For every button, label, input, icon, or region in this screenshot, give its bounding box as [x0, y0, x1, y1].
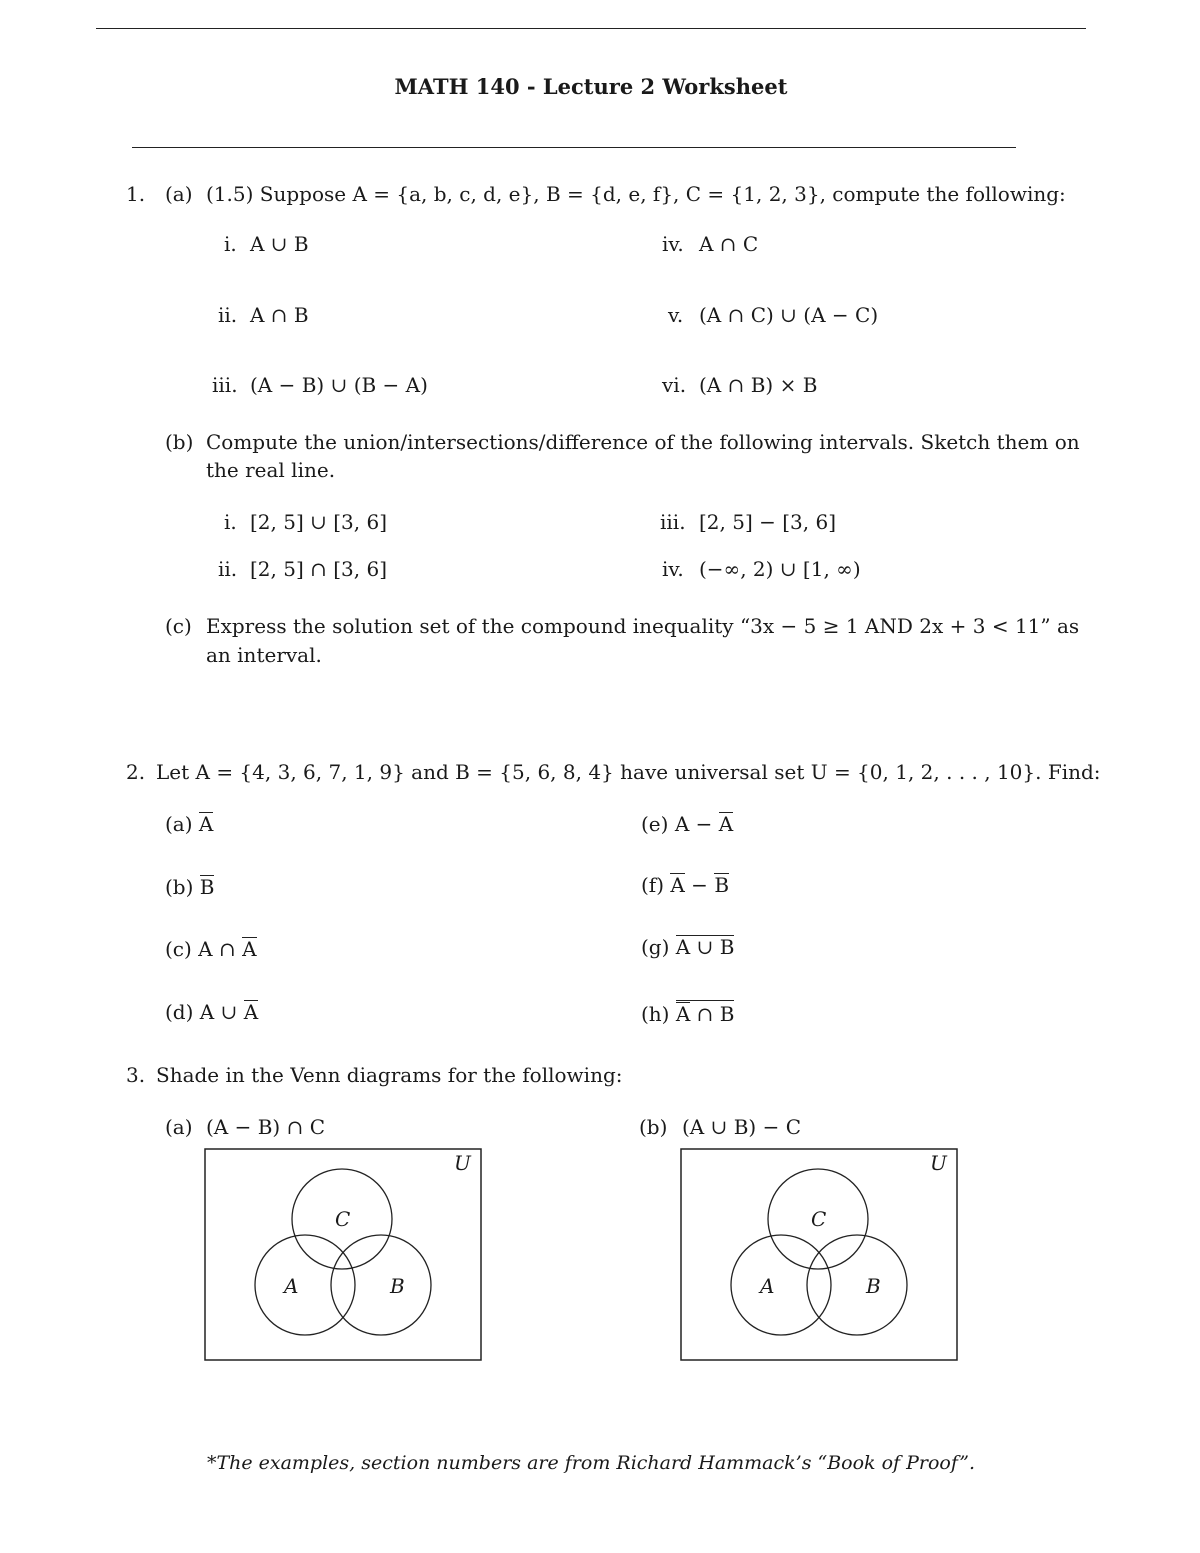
q1c-prompt-line1: Express the solution set of the compound inequality “3x − 5 ≥ 1 AND 2x + 3 < 11” as: [206, 614, 1080, 638]
set-a-circle[interactable]: [731, 1235, 831, 1335]
q1a-item-expr: A ∩ C: [699, 232, 759, 256]
q2-item-label: (g): [641, 935, 670, 959]
set-a-circle[interactable]: [255, 1235, 355, 1335]
q2-item-label: (f): [641, 873, 665, 897]
footnote: *The examples, section numbers are from Richard Hammack’s “Book of Proof”.: [206, 1452, 976, 1474]
q1a-item-expr: A ∩ B: [250, 303, 309, 327]
q1b-item-label: iv.: [662, 557, 684, 581]
q2-item: [165, 812, 213, 836]
q3b-expr: (A ∪ B) − C: [682, 1115, 801, 1139]
q2-item: [165, 937, 257, 961]
q2-item-mid: −: [684, 873, 715, 897]
universe-label: U: [454, 1151, 471, 1175]
q2-item-rest: ∩ B: [690, 1002, 735, 1026]
q2-item-complement: A: [670, 873, 685, 897]
q3a-label: (a): [165, 1115, 193, 1139]
q1c-label: (c): [165, 614, 192, 638]
q2-item: [641, 935, 734, 959]
q1b-item-expr: (−∞, 2) ∪ [1, ∞): [699, 557, 861, 581]
q2-item: [641, 873, 729, 897]
q2-item-label: (d): [165, 1000, 194, 1024]
q1a-item-expr: (A ∩ C) ∪ (A − C): [699, 303, 879, 327]
q1a-item-label: iv.: [662, 232, 684, 256]
universe-box: [205, 1149, 481, 1360]
q2-item: [165, 1000, 258, 1024]
q1a-prompt: (1.5) Suppose A = {a, b, c, d, e}, B = {d, e, f}, C = {1, 2, 3}, compute the following:: [206, 182, 1066, 206]
q2-item-inner-complement: A: [675, 1002, 691, 1026]
venn-diagram-b[interactable]: [680, 1148, 958, 1362]
q2-item-label: (h): [641, 1002, 670, 1026]
q1a-item-expr: (A ∩ B) × B: [699, 373, 818, 397]
q2-item-complement: B: [714, 873, 730, 897]
q2-item-complement: A ∪ B: [675, 935, 735, 959]
top-rule: [96, 28, 1086, 29]
q1b-item-expr: [2, 5] ∪ [3, 6]: [250, 510, 388, 534]
set-c-label: C: [811, 1207, 827, 1231]
set-a-label: A: [284, 1274, 299, 1298]
q1b-item-label: i.: [224, 510, 237, 534]
q1a-item-label: v.: [668, 303, 684, 327]
q3b-label: (b): [639, 1115, 668, 1139]
venn-diagram-a[interactable]: [204, 1148, 482, 1362]
q1b-prompt-line1: Compute the union/intersections/difference of the following intervals. Sketch them on: [206, 430, 1080, 454]
q1b-item-label: ii.: [218, 557, 238, 581]
q1-number: 1.: [126, 182, 146, 206]
universe-label: U: [930, 1151, 947, 1175]
q2-number: 2.: [126, 760, 146, 784]
q2-item-complement: A: [718, 812, 734, 836]
q3a-expr: (A − B) ∩ C: [206, 1115, 325, 1139]
q2-prompt: Let A = {4, 3, 6, 7, 1, 9} and B = {5, 6, 8, 4} have universal set U = {0, 1, 2, . . . , 10}. Find:: [156, 760, 1101, 784]
q2-item-label: (a): [165, 812, 193, 836]
q1c-prompt-line2: an interval.: [206, 643, 322, 667]
q3-prompt: Shade in the Venn diagrams for the following:: [156, 1063, 623, 1087]
q1a-item-label: vi.: [662, 373, 687, 397]
q2-item-complement: B: [199, 875, 215, 899]
q1a-item-label: iii.: [212, 373, 238, 397]
q2-item: [641, 1000, 734, 1026]
set-b-label: B: [866, 1274, 881, 1298]
q1a-item-label: ii.: [218, 303, 238, 327]
q2-item-complement: A: [198, 812, 214, 836]
q2-item-complement: A: [242, 937, 257, 961]
q1a-item-expr: (A − B) ∪ (B − A): [250, 373, 428, 397]
set-b-label: B: [390, 1274, 405, 1298]
q2-item-complement: [676, 1000, 735, 1025]
q2-item: [641, 812, 733, 836]
q2-item-label: (c): [165, 937, 192, 961]
q2-item: [165, 875, 214, 899]
q1b-label: (b): [165, 430, 194, 454]
set-c-label: C: [335, 1207, 351, 1231]
name-line: [132, 147, 1016, 148]
q1b-item-expr: [2, 5] ∩ [3, 6]: [250, 557, 388, 581]
q1b-item-label: iii.: [660, 510, 686, 534]
q1a-item-label: i.: [224, 232, 237, 256]
q2-item-complement: A: [243, 1000, 259, 1024]
q3-number: 3.: [126, 1063, 146, 1087]
q1a-label: (a): [165, 182, 193, 206]
set-a-label: A: [760, 1274, 775, 1298]
q2-item-pre: A −: [674, 812, 719, 836]
q2-item-pre: A ∪: [199, 1000, 244, 1024]
page-title: MATH 140 - Lecture 2 Worksheet: [394, 74, 788, 99]
q1b-prompt-line2: the real line.: [206, 458, 336, 482]
q2-item-pre: A ∩: [198, 937, 243, 961]
q1a-item-expr: A ∪ B: [250, 232, 309, 256]
q2-item-label: (e): [641, 812, 669, 836]
q2-item-label: (b): [165, 875, 194, 899]
universe-box: [681, 1149, 957, 1360]
q1b-item-expr: [2, 5] − [3, 6]: [699, 510, 837, 534]
